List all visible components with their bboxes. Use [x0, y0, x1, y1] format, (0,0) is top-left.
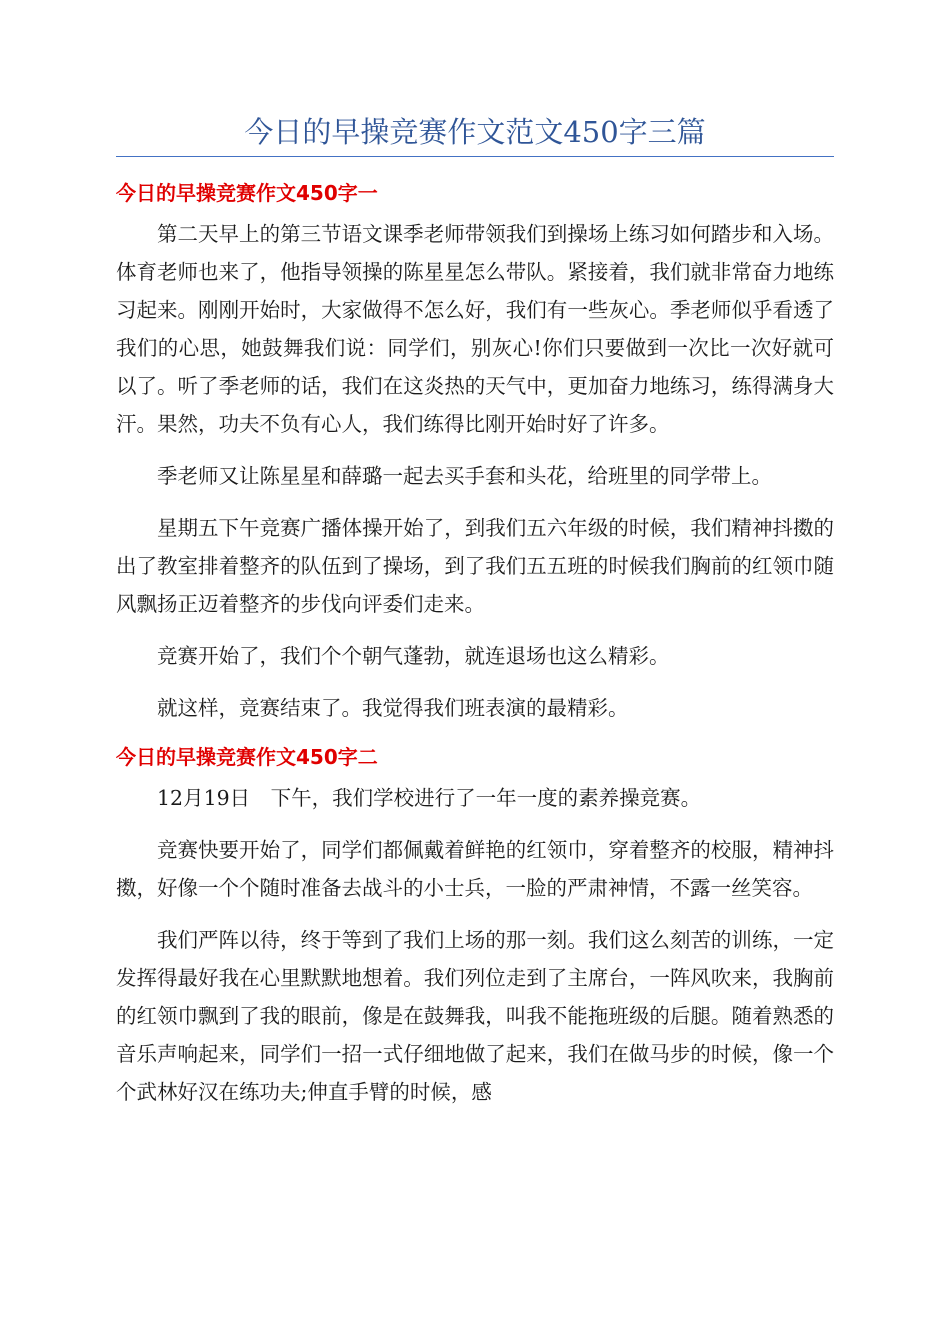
paragraph: 星期五下午竞赛广播体操开始了，到我们五六年级的时候，我们精神抖擞的出了教室排着整齐的队伍到了操场，到了我们五五班的时候我们胸前的红领巾随风飘扬正迈着整齐的步伐向评委们走来。	[116, 516, 834, 616]
paragraph: 就这样，竞赛结束了。我觉得我们班表演的最精彩。	[157, 696, 629, 720]
paragraph: 我们严阵以待，终于等到了我们上场的那一刻。我们这么刻苦的训练，一定发挥得最好我在心里默默地想着。我们列位走到了主席台，一阵风吹来，我胸前的红领巾飘到了我的眼前，像是在鼓舞我，叫我不能拖班级的后腿。随着熟悉的音乐声响起来，同学们一招一式仔细地做了起来，我们在做马步的时候，像一个个武林好汉在练功夫;伸直手臂的时候，感	[116, 928, 834, 1104]
paragraph: 12月19日 下午，我们学校进行了一年一度的素养操竞赛。	[157, 786, 702, 810]
section-1	[116, 179, 834, 727]
paragraph: 第二天早上的第三节语文课季老师带领我们到操场上练习如何踏步和入场。体育老师也来了，他指导领操的陈星星怎么带队。紧接着，我们就非常奋力地练习起来。刚刚开始时，大家做得不怎么好，我们有一些灰心。季老师似乎看透了我们的心思，她鼓舞我们说：同学们，别灰心!你们只要做到一次比一次好就可以了。听了季老师的话，我们在这炎热的天气中，更加奋力地练习，练得满身大汗。果然，功夫不负有心人，我们练得比刚开始时好了许多。	[116, 222, 834, 436]
document-title: 今日的早操竞赛作文范文450字三篇	[116, 112, 834, 157]
section-heading: 今日的早操竞赛作文450字一	[116, 181, 378, 205]
paragraph: 季老师又让陈星星和薛璐一起去买手套和头花，给班里的同学带上。	[157, 464, 772, 488]
document-page	[116, 112, 834, 1125]
section-2	[116, 743, 834, 1111]
paragraph: 竞赛开始了，我们个个朝气蓬勃，就连退场也这么精彩。	[157, 644, 670, 668]
section-heading: 今日的早操竞赛作文450字二	[116, 745, 378, 769]
paragraph: 竞赛快要开始了，同学们都佩戴着鲜艳的红领巾，穿着整齐的校服，精神抖擞，好像一个个随时准备去战斗的小士兵，一脸的严肃神情，不露一丝笑容。	[116, 838, 834, 900]
